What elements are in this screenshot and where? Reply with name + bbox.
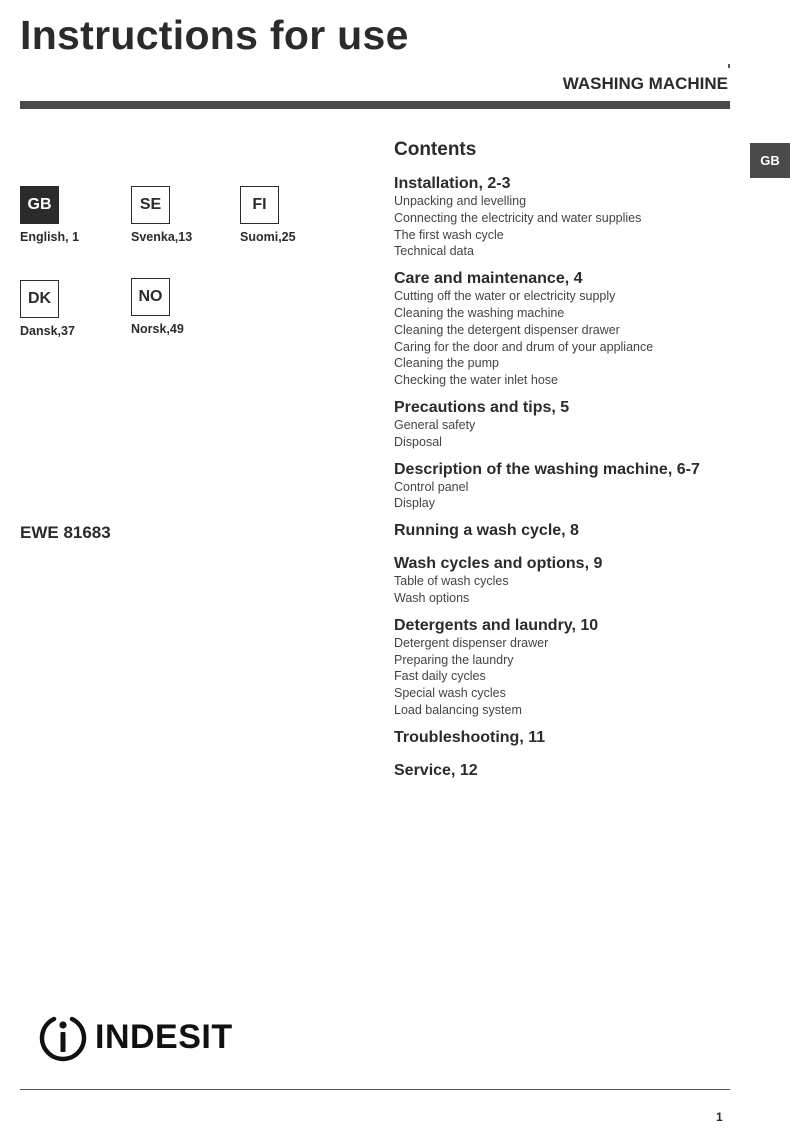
language-code: NO (131, 278, 170, 316)
page-number: 1 (716, 1110, 723, 1124)
toc-section-title[interactable]: Wash cycles and options, 9 (394, 555, 603, 573)
toc-section-title[interactable]: Running a wash cycle, 8 (394, 522, 579, 540)
toc-item[interactable]: Unpacking and levelling (394, 194, 527, 208)
toc-section-title[interactable]: Troubleshooting, 11 (394, 728, 546, 746)
language-code: GB (20, 186, 59, 224)
toc-item[interactable]: Cleaning the detergent dispenser drawer (394, 322, 620, 337)
toc-item[interactable]: Special wash cycles (394, 686, 506, 701)
toc-section-troubleshooting (394, 728, 739, 747)
toc-section-title[interactable]: Precautions and tips, 5 (394, 398, 570, 416)
toc-section-precautions (394, 398, 739, 451)
toc-item[interactable]: Technical data (394, 244, 474, 259)
toc-section-installation (394, 174, 739, 260)
toc-section-title[interactable]: Installation, 2-3 (394, 175, 511, 192)
language-code: FI (240, 186, 279, 224)
brand-name: INDESIT (95, 1017, 233, 1056)
language-no[interactable] (131, 278, 184, 336)
language-label: Suomi,25 (240, 230, 296, 244)
toc-item[interactable]: General safety (394, 417, 476, 432)
toc-item[interactable]: Detergent dispenser drawer (394, 635, 549, 650)
language-code: SE (131, 186, 170, 224)
toc-item[interactable]: Display (394, 496, 435, 511)
toc-section-detergents (394, 616, 739, 719)
table-of-contents (394, 139, 739, 789)
brand-logo (37, 1011, 233, 1063)
language-dk[interactable] (20, 280, 75, 338)
toc-item[interactable]: Connecting the electricity and water supplies (394, 210, 642, 225)
language-code: DK (20, 280, 59, 318)
header-tick-mark (728, 64, 730, 68)
toc-item[interactable]: Cleaning the washing machine (394, 305, 565, 320)
toc-section-care (394, 269, 739, 389)
toc-section-wash-cycles (394, 554, 739, 607)
toc-section-title[interactable]: Service, 12 (394, 761, 478, 779)
contents-heading: Contents (394, 139, 477, 160)
header-divider (20, 101, 730, 109)
language-label: Norsk,49 (131, 322, 184, 336)
toc-section-description (394, 460, 739, 513)
toc-section-title[interactable]: Detergents and laundry, 10 (394, 616, 599, 634)
toc-section-title[interactable]: Care and maintenance, 4 (394, 270, 583, 288)
indesit-logo-icon (37, 1011, 89, 1063)
language-side-tab: GB (750, 143, 790, 178)
language-fi[interactable] (240, 186, 296, 244)
document-subtitle: WASHING MACHINE (562, 74, 728, 93)
footer-divider (20, 1089, 730, 1090)
language-label: English, 1 (20, 230, 80, 244)
toc-item[interactable]: Preparing the laundry (394, 652, 514, 667)
language-gb[interactable] (20, 186, 79, 244)
toc-item[interactable]: Control panel (394, 479, 469, 494)
model-number: EWE 81683 (20, 523, 111, 542)
toc-item[interactable]: Table of wash cycles (394, 574, 509, 589)
toc-item[interactable]: Disposal (394, 434, 442, 449)
document-title: Instructions for use (20, 12, 409, 58)
toc-item[interactable]: Load balancing system (394, 702, 522, 717)
toc-item[interactable]: Cutting off the water or electricity supply (394, 289, 616, 304)
toc-item[interactable]: Wash options (394, 590, 470, 605)
toc-item[interactable]: Checking the water inlet hose (394, 373, 558, 388)
toc-item[interactable]: The first wash cycle (394, 227, 504, 242)
toc-section-title[interactable]: Description of the washing machine, 6-7 (394, 460, 700, 478)
toc-item[interactable]: Fast daily cycles (394, 669, 486, 684)
toc-item[interactable]: Cleaning the pump (394, 356, 499, 371)
toc-item[interactable]: Caring for the door and drum of your appliance (394, 339, 654, 354)
language-label: Dansk,37 (20, 324, 75, 338)
toc-section-service (394, 761, 739, 780)
language-label: Svenka,13 (131, 230, 193, 244)
toc-section-running (394, 521, 739, 540)
language-se[interactable] (131, 186, 192, 244)
